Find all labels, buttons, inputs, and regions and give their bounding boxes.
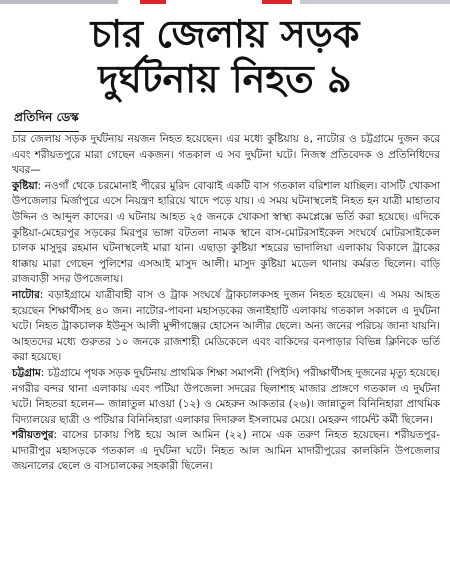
headline-line-1: চার জেলায় সড়ক [90, 12, 360, 56]
section-text: : চট্টগ্রামে পৃথক সড়ক দুর্ঘটনায় প্রাথমিক শিক্ষা সমাপনী (পিইসি) পরীক্ষার্থীসহ দুজনের মৃত্যু হয়েছে। নগরীর বন্দর থানা এলাকায় এবং পটিয়া উপজেলা সদরের ছিলাশাহ মাজার প্রাঙ্গণে গতকাল এ দুর্ঘটনা ঘটে। নিহতরা হলেন— জান্নাতুল মাওয়া (১২) ও মেহরুন আকতার (২৬)। জান্নাতুল বিনিনিহারা প্রাথমিক বিদ্যালয়ের ছাত্রী ও পটিয়ার বিনিনিহারা এলাকার দিদারুল ইসলামের মেয়ে। মেহরুন গার্মেন্ট কর্মী ছিলেন। [12, 366, 440, 426]
headline-line-2: দুর্ঘটনায় নিহত ৯ [98, 57, 352, 101]
section-text: : নওগাঁ থেকে চরমোনাই পীরের মুরিদ বোঝাই একটি বাস গতকাল বরিশাল যাচ্ছিল। বাসটি খোকসা উপজেলার মির্জাপুরে এসে নিয়ন্ত্রণ হারিয়ে খাদে পড়ে যায়। এ সময় ঘটনাস্থলেই নিহত হন যাত্রী মাহাতাব উদ্দিন ও আব্দুল কাদের। এ ঘটনায় আহত ২৫ জনকে খোকসা স্বাস্থ্য কমপ্লেক্সে ভর্তি করা হয়েছে। এদিকে কুষ্টিয়া-মেহেরপুর সড়কের মিরপুর ভাঙ্গা বটতলা নামক স্থানে বাস-মোটরসাইকেল সংঘর্ষে মোটরসাইকেল চালক মাসুদুর রহমান ঘটনাস্থলেই মারা যান। এছাড়া কুষ্টিয়া শহরের ভাদালিয়া এলাকায় বিকালে ট্রাকের ধাক্কায় মারা গেছেন পুলিশের এসআই মাসুদ আলী। মাসুদ কুষ্টিয়া মডেল থানায় কর্মরত ছিলেন। বাড়ি রাজবাড়ী সদর উপজেলায়। [12, 179, 440, 286]
section-place: নাটোর [12, 288, 40, 301]
top-bar-segment [300, 0, 450, 4]
section-text: : বাসের চাকায় পিষ্ট হয়ে আল আমিন (২২) নামে এক তরুণ নিহত হয়েছেন। শরীয়তপুর-মাদারীপুর মহাসড়কে গতকাল এ দুর্ঘটনা ঘটে। নিহত আল আমিন মাদারীপুরের কালকিনি উপজেলার জয়নালের ছেলে ও বাসচালকের সহকারী ছিলেন। [12, 429, 440, 473]
section-text: : বড়াইগ্রামে যাত্রীবাহী বাস ও ট্রাক সংঘর্ষে ট্রাকচালকসহ দুজন নিহত হয়েছেন। এ সময় আহত হয়েছেন শিক্ষার্থীসহ ৪০ জন। নাটোর-পাবনা মহাসড়কের জনাইহাটি এলাকায় গতকাল সকালে এ দুর্ঘটনা ঘটে। নিহত ট্রাকচালক ইউনুস আলী মুন্সীগঞ্জের হোসেন আলীর ছেলে। অন্য জনের পরিচয় জানা যায়নি। আহতদের মধ্যে গুরুতর ১০ জনকে রাজশাহী মেডিকেলে এবং বাকিদের বনপাড়ার বিভিন্ন ক্লিনিকে ভর্তি করা হয়েছে। [12, 288, 440, 364]
intro-paragraph: চার জেলায় সড়ক দুর্ঘটনায় নয়জন নিহত হয়েছেন। এর মধ্যে কুষ্টিয়ায় ৪, নাটোর ও চট্টগ্রামে দুজন করে এবং শরীয়তপুরে মারা গেছেন একজন। গতকাল এ সব দুর্ঘটনা ঘটে। নিজস্ব প্রতিবেদক ও প্রতিনিধিদের খবর— [12, 133, 440, 177]
byline: প্রতিদিন ডেস্ক [14, 109, 79, 132]
headline [0, 12, 450, 102]
article-body [12, 132, 440, 475]
top-color-bar [0, 0, 450, 8]
section-paragraph [12, 288, 440, 366]
section-place: কুষ্টিয়া [12, 179, 38, 192]
section-place: শরীয়তপুর [12, 429, 54, 442]
section-paragraph [12, 179, 440, 288]
section-paragraph [12, 366, 440, 428]
section-place: চট্টগ্রাম [12, 366, 41, 379]
section-paragraph [12, 428, 440, 475]
top-bar-segment [0, 0, 118, 4]
top-bar-segment [262, 0, 292, 4]
top-bar-segment [140, 0, 166, 4]
